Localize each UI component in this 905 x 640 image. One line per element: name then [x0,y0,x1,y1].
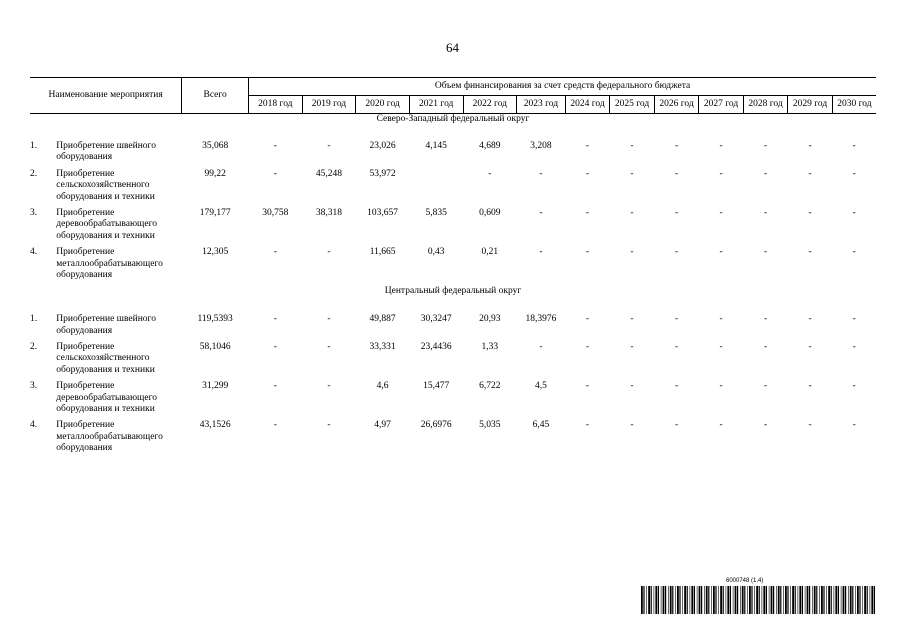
row-number: 3. [30,207,38,218]
row-value: - [630,247,634,258]
row-total: 119,5393 [197,314,233,325]
barcode-label: 6000748 (1.4) [726,578,764,584]
row-value: - [763,420,768,431]
header-year: 2018 год [249,96,303,114]
row-total: 58,1046 [199,342,231,353]
row-value: - [674,247,679,258]
row-name: Приобретение швейного оборудования [56,141,156,163]
table-row [30,247,876,286]
row-value: 33,331 [369,342,396,353]
barcode-icon [641,586,876,614]
row-value: - [327,381,331,392]
row-value: 4,689 [479,141,501,151]
header-year: 2022 год [463,96,517,114]
row-total: 31,299 [202,381,229,392]
row-value: - [719,381,723,392]
row-value: - [808,247,812,258]
row-value: - [852,141,856,151]
row-value: 26,6976 [420,420,452,431]
row-value: - [539,342,543,353]
row-value: 45,248 [315,168,343,179]
row-value: - [273,168,277,179]
row-value: - [852,314,856,325]
row-value: 5,835 [425,207,447,218]
row-value: - [852,207,856,218]
row-value: - [585,342,590,353]
header-year: 2023 год [517,96,566,114]
row-value: - [585,381,590,392]
row-name: Приобретение металлообрабатывающего оборудования [56,247,163,280]
row-value: 11,665 [369,247,396,258]
row-value: - [808,314,812,325]
row-number: 1. [30,141,38,151]
row-total: 35,068 [202,141,229,151]
row-value: - [763,247,768,258]
row-value: - [763,314,768,325]
row-value [409,169,463,208]
row-value: - [719,141,723,151]
row-number: 3. [30,381,38,392]
row-number: 4. [30,247,38,258]
row-value: - [585,207,590,218]
row-value: - [630,381,634,392]
row-value: - [539,247,543,258]
row-value: 53,972 [369,168,396,179]
row-value: - [630,314,634,325]
row-value: - [719,207,723,218]
row-value: - [327,420,331,431]
row-value: - [585,141,590,151]
table-row [30,141,876,169]
row-value: - [852,420,856,431]
row-number: 1. [30,314,38,325]
row-value: - [674,420,679,431]
row-value: 6,722 [479,381,501,392]
header-year: 2026 год [654,96,699,114]
table-row [30,420,876,459]
row-value: 49,887 [369,314,396,325]
header-year: 2020 год [356,96,410,114]
header-year: 2021 год [409,96,463,114]
row-value: - [273,342,277,353]
row-value: 30,3247 [420,314,452,325]
header-name: Наименование мероприятия [30,78,182,114]
row-number: 2. [30,342,38,353]
page-number: 64 [446,40,459,55]
row-name: Приобретение деревообрабатывающего оборудования и техники [56,381,157,415]
row-value: 0,21 [481,247,499,258]
row-total: 99,22 [204,168,226,179]
row-name: Приобретение сельскохозяйственного оборудования и техники [56,342,155,375]
row-value: - [808,207,812,218]
row-value: - [273,420,277,431]
header-year: 2030 год [832,96,876,114]
row-value: - [585,247,590,258]
row-number: 2. [30,168,38,179]
row-value: 30,758 [262,207,289,218]
row-value: 4,97 [374,420,391,431]
row-value: - [585,420,590,431]
region-heading: Центральный федеральный округ [384,286,522,297]
row-value: - [852,247,856,258]
row-value: - [763,141,768,151]
table-body [30,114,876,460]
row-value: - [273,247,277,258]
row-name: Приобретение металлообрабатывающего оборудования [56,420,163,454]
table-row [30,169,876,208]
row-value: 4,145 [425,141,447,151]
row-value: - [674,342,679,353]
row-value: - [539,168,543,179]
table-row [30,381,876,420]
row-value: 5,035 [479,420,501,431]
row-value: - [763,207,768,218]
row-value: - [488,168,492,179]
row-value: - [763,168,768,179]
row-value: 18,3976 [525,314,557,325]
row-value: 0,609 [479,207,501,218]
row-value: - [808,168,812,179]
row-value: - [539,207,543,218]
table-row [30,208,876,247]
row-value: - [273,381,277,392]
row-value: 3,208 [530,141,552,151]
row-value: 1,33 [481,342,499,353]
row-value: - [719,342,723,353]
row-value: 38,318 [315,207,343,218]
table-row [30,342,876,381]
row-name: Приобретение сельскохозяйственного оборудования и техники [56,168,155,202]
row-value: - [630,420,634,431]
row-value: - [808,420,812,431]
row-value: - [327,247,331,258]
row-value: - [674,381,679,392]
row-value: - [763,381,768,392]
row-value: - [674,168,679,179]
row-value: - [630,141,634,151]
row-value: - [719,420,723,431]
row-value: - [808,342,812,353]
row-value: - [719,247,723,258]
header-group: Объем финансирования за счет средств федерального бюджета [249,78,876,96]
header-year: 2028 год [743,96,788,114]
region-heading: Северо-Западный федеральный округ [376,114,530,124]
row-value: - [719,314,723,325]
row-value: 23,026 [369,141,396,151]
row-value: - [327,342,331,353]
row-value: 103,657 [367,207,399,218]
row-value: 20,93 [479,314,501,325]
row-value: - [585,314,590,325]
row-value: 23,4436 [420,342,452,353]
row-name: Приобретение деревообрабатывающего оборудования и техники [56,207,157,241]
row-value: - [630,168,634,179]
row-value: - [273,141,277,151]
header-total: Всего [182,78,249,114]
row-value: - [763,342,768,353]
row-value: - [327,141,331,151]
header-year: 2025 год [610,96,655,114]
row-value: - [674,207,679,218]
header-year: 2029 год [788,96,833,114]
row-value: - [674,141,679,151]
row-value: 4,6 [376,381,389,392]
row-value: - [808,381,812,392]
financing-table [30,77,876,460]
header-year: 2024 год [565,96,610,114]
row-total: 43,1526 [199,420,231,431]
header-year: 2027 год [699,96,744,114]
row-value: - [630,207,634,218]
row-name: Приобретение швейного оборудования [56,314,156,336]
row-value: - [630,342,634,353]
header-year: 2019 год [302,96,356,114]
row-value: 15,477 [423,381,450,392]
row-number: 4. [30,420,38,431]
table-row [30,314,876,342]
row-value: - [327,314,331,325]
row-value: - [852,381,856,392]
row-value: 4,5 [535,381,547,392]
row-value: - [852,168,856,179]
row-total: 12,305 [202,247,229,258]
row-total: 179,177 [199,207,231,218]
row-value: - [273,314,277,325]
row-value: - [808,141,812,151]
row-value: - [719,168,723,179]
row-value: 0,43 [427,247,445,258]
row-value: - [674,314,679,325]
row-value: - [585,168,590,179]
row-value: - [852,342,856,353]
row-value: 6,45 [532,420,550,431]
